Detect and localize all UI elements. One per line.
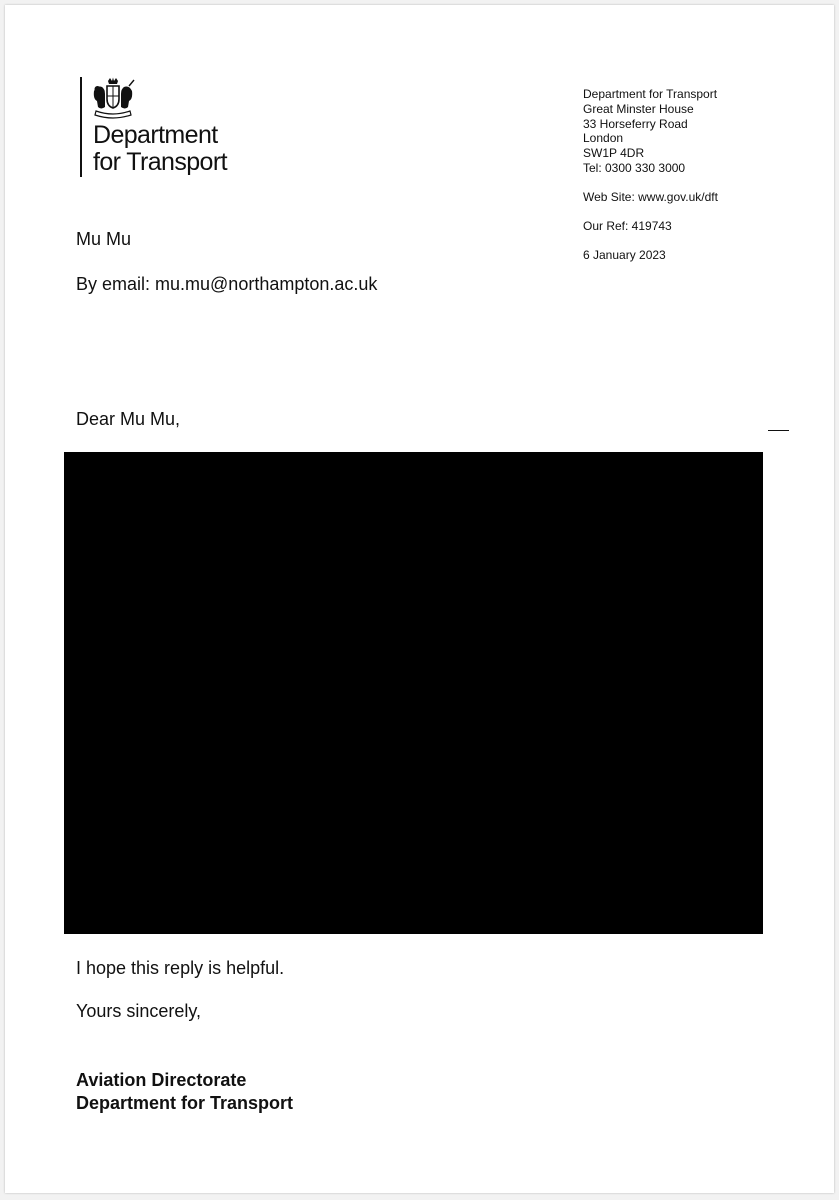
signature-department: Department for Transport bbox=[76, 1093, 294, 1113]
recipient-name: Mu Mu bbox=[76, 229, 132, 249]
address-line: Department for Transport bbox=[583, 87, 718, 101]
address-line: 33 Horseferry Road bbox=[583, 116, 688, 131]
telephone-line: Tel: 0300 330 3000 bbox=[583, 160, 686, 175]
recipient-email: By email: mu.mu@northampton.ac.uk bbox=[76, 274, 378, 294]
logo-line-department: Department bbox=[93, 121, 218, 149]
address-line: Great Minster House bbox=[583, 101, 694, 116]
signoff: Yours sincerely, bbox=[76, 1001, 202, 1021]
margin-mark bbox=[768, 430, 789, 431]
address-line: London bbox=[583, 131, 624, 146]
logo-line-for-transport: for Transport bbox=[93, 148, 227, 176]
royal-coat-of-arms-icon bbox=[88, 77, 138, 121]
address-line: SW1P 4DR bbox=[583, 146, 645, 161]
redacted-body bbox=[64, 452, 763, 934]
sender-address bbox=[583, 87, 717, 176]
closing-line: I hope this reply is helpful. bbox=[76, 958, 285, 978]
signature-directorate: Aviation Directorate bbox=[76, 1070, 247, 1090]
logo-divider bbox=[80, 77, 82, 177]
website-line: Web Site: www.gov.uk/dft bbox=[583, 190, 718, 204]
reference-line: Our Ref: 419743 bbox=[583, 219, 672, 233]
dft-logo bbox=[80, 77, 280, 177]
letter-date: 6 January 2023 bbox=[583, 248, 666, 262]
salutation: Dear Mu Mu, bbox=[76, 409, 181, 429]
